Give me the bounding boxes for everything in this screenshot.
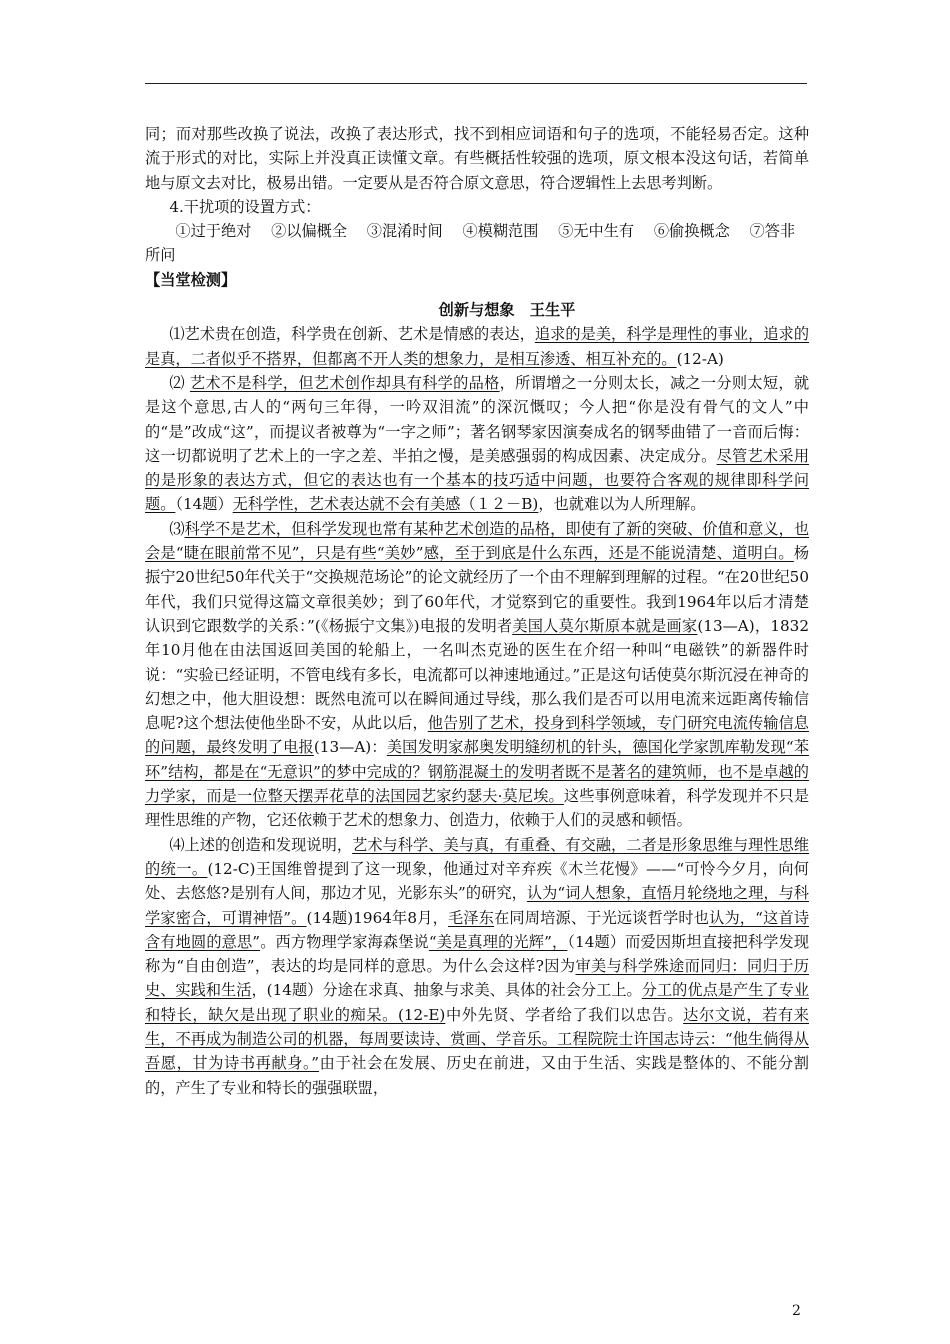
underlined-run: 尽管艺术采用的是形象的表达方式，但它的表达也有一个基本的技巧适中问题，也要符合客观的规律即科学问题。 (145, 446, 810, 514)
distractor-items (145, 219, 809, 268)
underlined-run: 认为，“这首诗含有地圆的意思” (145, 908, 810, 951)
underlined-run: 艺术不是科学，但艺术创作却具有科学的品格 (189, 373, 500, 392)
distractor-heading: 4.干扰项的设置方式： (169, 197, 321, 216)
section-title: 【当堂检测】 (145, 270, 237, 289)
text-run: (14题)1964年8月， (306, 908, 448, 927)
underlined-run: “美是真理的光辉”， (428, 932, 568, 951)
text-run: ⑶ (169, 519, 185, 538)
distractor-item: ③混淆时间 (366, 222, 443, 241)
distractor-item: ④模糊范围 (462, 222, 539, 241)
text-run: （14题）而爱因斯坦直接把科学发现称为“自由创造”，表达的均是同样的意思。为什么会这样?因为 (145, 932, 810, 976)
underlined-run: 科学不是艺术，但科学发现也常有某种艺术创造的品格，即使有了新的突破、价值和意义，也会是“睫在眼前常不见”，只是有些“美妙”感，至于到底是什么东西，还是不能说清楚、道明白。 (145, 519, 810, 563)
text-run: ⑷上述的创造和发现说明， (169, 835, 353, 854)
text-run: （14题） (175, 495, 233, 514)
text-run: 杨振宁20世纪50年代关于“交换规范场论”的论文就经历了一个由不理解到理解的过程。“在20世纪50年代，我们只觉得这篇文章很美妙；到了60年代，才觉察到它的重要性。我到1964年以后才清楚认识到它跟数学的关系：”(《杨振宁文集》)电报的发明者 (145, 544, 809, 635)
text-run: ，(14题）分途在求真、抽象与求美、具体的社会分工上。 (251, 981, 642, 1000)
underlined-run: 达尔文说，若有来生，不再成为制造公司的机器，每周要读诗、赏画、学音乐。工程院院士许国志诗云：“他生倘得从吾愿，甘为诗书再献身。” (145, 1005, 809, 1073)
text-run: 由于社会在发展、历史在前进，又由于生活、实践是整体的、不能分割的，产生了专业和特长的强强联盟， (145, 1054, 809, 1097)
underlined-run: 艺术与科学、美与真，有重叠、有交融，二者是形象思维与理性思维的统一。 (145, 835, 810, 878)
text-run: (12-C)王国维曾提到了这一现象，他通过对辛弃疾《木兰花慢》——“可怜今夕月，向何处、去悠悠?是别有人间，那边才见，光影东头”的研究， (145, 859, 809, 903)
paragraph-1 (145, 322, 809, 371)
distractor-item: ⑤无中生有 (558, 222, 635, 241)
text-run: 在同周培源、于光远谈哲学时也 (494, 908, 710, 927)
underlined-run: 他告别了艺术，投身到科学领域，专门研究电流传输信息的问题，最终发明了电报 (145, 714, 809, 757)
underlined-run: 无科学性，艺术表达就不会有美感（１２－B) (232, 495, 539, 514)
distractor-item: ①过于绝对 (175, 222, 252, 241)
intro-paragraph: 同；而对那些改换了说法，改换了表达形式，找不到相应词语和句子的选项，不能轻易否定。这种流于形式的对比，实际上并没真正读懂文章。有些概括性较强的选项，原文根本没这句话，若简单地与原文去对比，极易出错。一定要从是否符合原文意思，符合逻辑性上去思考判断。 (145, 125, 809, 192)
underlined-run: 美国发明家郝奥发明缝纫机的针头，德国化学家凯库勒发现“苯环”结构，都是在“无意识”的梦中完成的？钢筋混凝土的发明者既不是著名的建筑师，也不是卓越的力学家，而是一位整天摆弄花草的法国园艺家约瑟夫·莫尼埃。 (145, 738, 810, 806)
distractor-item: ②以偏概全 (271, 222, 348, 241)
distractor-item: ⑥偷换概念 (653, 222, 730, 241)
text-run: ⑴艺术贵在创造，科学贵在创新、艺术是情感的表达， (169, 325, 535, 344)
text-run: ，也就难以为人所理解。 (538, 495, 706, 514)
page-number: 2 (792, 1303, 801, 1319)
text-run: (12-A) (676, 349, 724, 368)
distractor-item: ⑦答非所问 (145, 222, 796, 265)
underlined-run: 追求的是美，科学是理性的事业，追求的是真，二者似乎不搭界，但都离不开人类的想象力，是相互渗透、相互补充的。 (145, 325, 810, 368)
underlined-run: 美国人莫尔斯原本就是画家 (512, 616, 698, 635)
text-run: ，所谓增之一分则太长，减之一分则太短，就是这个意思,古人的“两句三年得，一吟双泪流”的深沉慨叹；今人把“你是没有骨气的文人”中的“是”改成“这”，而提议者被尊为“一字之师”；著名钢琴家因演奏成名的钢琴曲错了一音而后悔：这一切都说明了艺术上的一字之差、半拍之慢，是美感强弱的构成因素、决定成分。 (145, 373, 809, 465)
paragraph-3 (145, 517, 809, 833)
text-run: 。西方物理学家海森堡说 (260, 932, 429, 951)
text-run: ⑵ (169, 373, 190, 392)
paragraph-2 (145, 371, 809, 517)
article-title: 创新与想象 王生平 (438, 301, 576, 320)
text-run: 中外先贤、学者给了我们以忠告。 (445, 1005, 684, 1024)
underlined-run: 认为“词人想象，直悟月轮绕地之理，与科学家密合，可谓神悟”。 (145, 884, 809, 927)
text-run: 这些事例意味着，科学发现并不只是理性思维的产物，它还依赖于艺术的想象力、创造力，依赖于人们的灵感和顿悟。 (145, 787, 810, 830)
text-run: (13—A)，1832年10月他在由法国返回美国的轮船上，一名叫杰克逊的医生在介绍一种叫“电磁铁”的新器件时说：“实验已经证明，不管电线有多长，电流都可以神速地通过。”正是这句话使莫尔斯沉浸在神奇的幻想之中，他大胆设想：既然电流可以在瞬间通过导线，那么我们是否可以用电流来远距离传输信息呢?这个想法使他坐卧不安，从此以后， (145, 616, 809, 733)
paragraph-4 (145, 833, 809, 1100)
underlined-run: 审美与科学殊途而同归：同归于历史、实践和生活 (145, 957, 810, 1000)
underlined-run: 毛泽东 (447, 908, 495, 927)
text-run: (13—A)： (313, 738, 387, 757)
header-rule (145, 83, 807, 84)
document-body (145, 122, 809, 1100)
underlined-run: 分工的优点是产生了专业和特长，缺欠是出现了职业的痴呆。(12-E) (145, 981, 810, 1024)
